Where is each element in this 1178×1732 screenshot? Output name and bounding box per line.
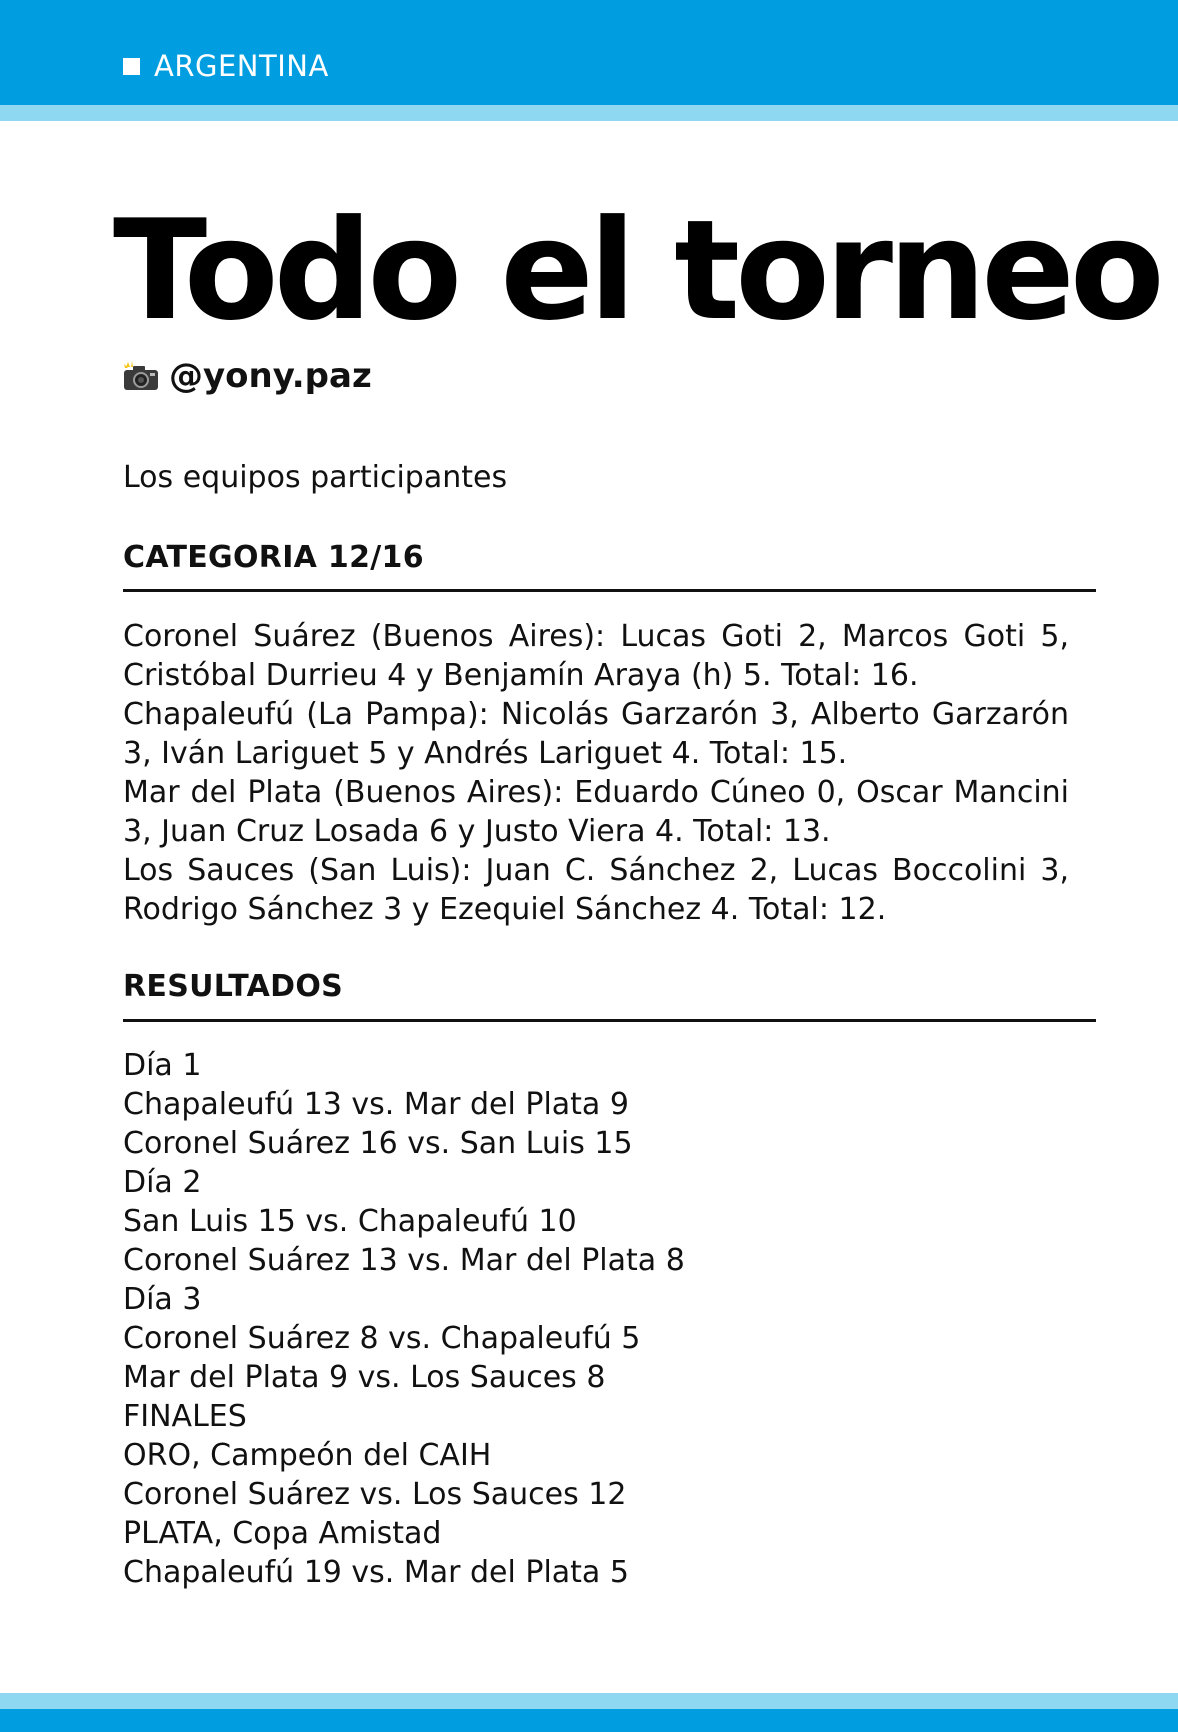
- team-entry: Los Sauces (San Luis): Juan C. Sánchez 2, Lucas Boccolini 3, Rodrigo Sánchez 3 y Ezequiel Sánchez 4. Total: 12.: [123, 853, 1069, 927]
- section-label: [123, 49, 329, 83]
- finals-label: FINALES: [123, 1399, 247, 1434]
- team-list: [123, 617, 1069, 929]
- resultados-divider: [123, 1019, 1096, 1022]
- categoria-divider: [123, 589, 1096, 592]
- day-label: Día 2: [123, 1165, 202, 1200]
- match-result: Mar del Plata 9 vs. Los Sauces 8: [123, 1360, 606, 1395]
- categoria-heading: CATEGORIA 12/16: [123, 540, 424, 575]
- day-label: Día 3: [123, 1282, 202, 1317]
- match-result: Chapaleufú 19 vs. Mar del Plata 5: [123, 1555, 629, 1590]
- match-result: San Luis 15 vs. Chapaleufú 10: [123, 1204, 577, 1239]
- match-result: Coronel Suárez 13 vs. Mar del Plata 8: [123, 1243, 685, 1278]
- photo-credit-handle: @yony.paz: [169, 356, 372, 396]
- day-label: Día 1: [123, 1048, 202, 1083]
- team-entry: Mar del Plata (Buenos Aires): Eduardo Cúneo 0, Oscar Mancini 3, Juan Cruz Losada 6 y Justo Viera 4. Total: 13.: [123, 775, 1069, 849]
- article-title: Todo el torneo: [113, 190, 1160, 351]
- final-cup-label: PLATA, Copa Amistad: [123, 1516, 442, 1551]
- match-result: Chapaleufú 13 vs. Mar del Plata 9: [123, 1087, 629, 1122]
- team-entry: Chapaleufú (La Pampa): Nicolás Garzarón 3, Alberto Garzarón 3, Iván Lariguet 5 y Andrés Lariguet 4. Total: 15.: [123, 697, 1069, 771]
- resultados-heading: RESULTADOS: [123, 969, 344, 1004]
- bottom-banner: [0, 1709, 1178, 1732]
- article-intro: Los equipos participantes: [123, 460, 508, 495]
- section-label-text: ARGENTINA: [154, 49, 329, 83]
- match-result: Coronel Suárez 16 vs. San Luis 15: [123, 1126, 633, 1161]
- square-bullet-icon: [123, 58, 140, 75]
- camera-flash-icon: [123, 361, 159, 391]
- team-entry: Coronel Suárez (Buenos Aires): Lucas Goti 2, Marcos Goti 5, Cristóbal Durrieu 4 y Benjamín Araya (h) 5. Total: 16.: [123, 619, 1069, 693]
- bottom-banner-stripe: [0, 1693, 1178, 1709]
- top-banner-stripe: [0, 105, 1178, 121]
- photo-credit: [123, 356, 372, 396]
- final-cup-label: ORO, Campeón del CAIH: [123, 1438, 492, 1473]
- results-list: [123, 1046, 1069, 1592]
- match-result: Coronel Suárez 8 vs. Chapaleufú 5: [123, 1321, 641, 1356]
- match-result: Coronel Suárez vs. Los Sauces 12: [123, 1477, 627, 1512]
